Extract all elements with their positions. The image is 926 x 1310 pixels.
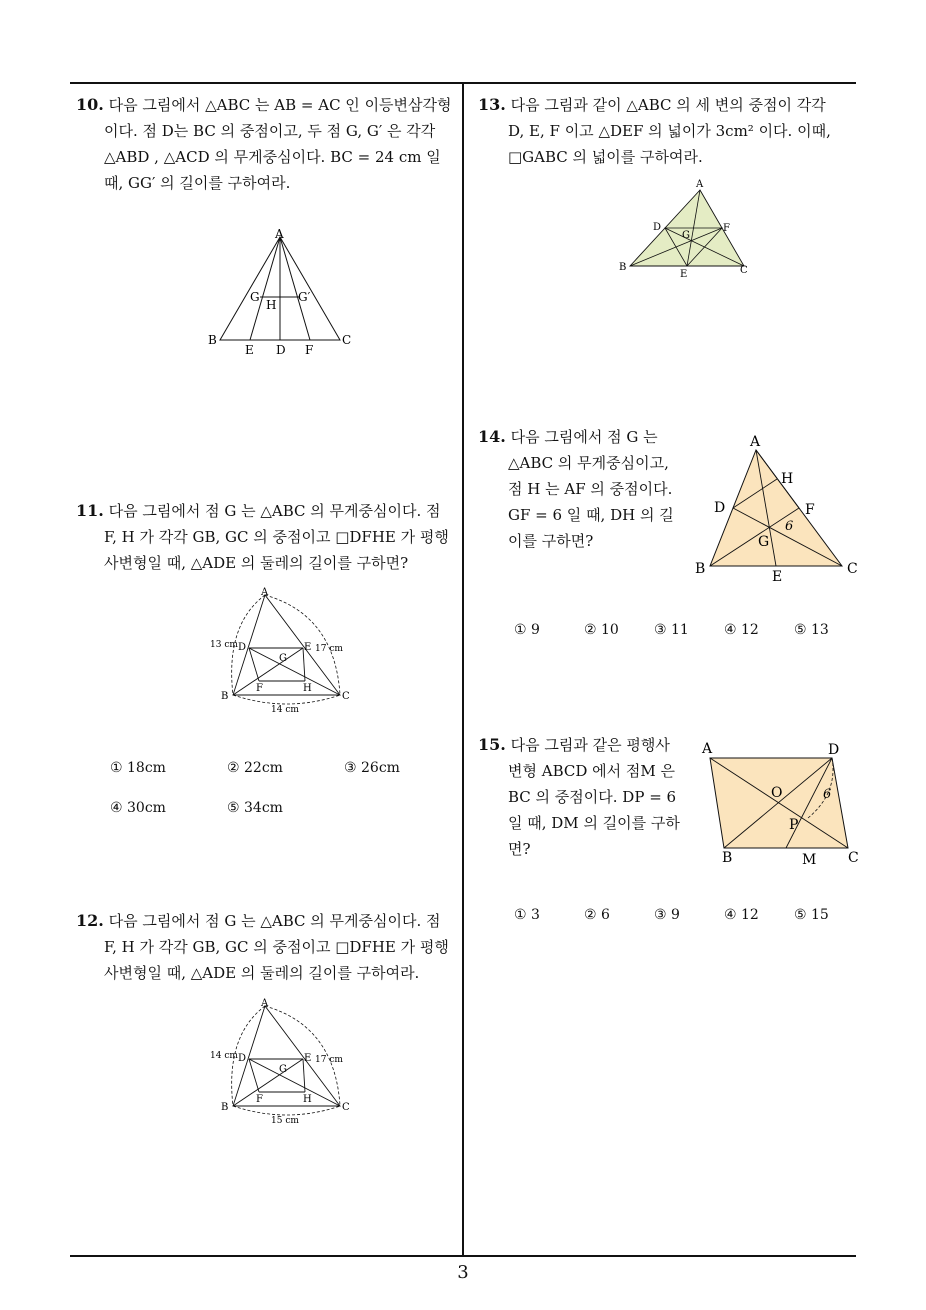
problem-12-line-2: F, H 가 각각 GB, GC 의 중점이고 □DFHE 가 평행: [104, 938, 449, 956]
p10-label-A: A: [275, 227, 284, 241]
problem-14-text-1: 다음 그림에서 점 G 는: [510, 428, 658, 446]
p14-label-F: F: [805, 502, 815, 518]
problem-11-choice-1[interactable]: ① 18cm: [110, 760, 166, 776]
p13-label-F: F: [723, 223, 730, 234]
problem-14-line-3: 점 H 는 AF 의 중점이다.: [508, 480, 673, 498]
p11-label-left-length: 13 cm: [210, 640, 238, 650]
p13-label-C: C: [740, 265, 748, 276]
problem-11-choice-4[interactable]: ④ 30cm: [110, 800, 166, 816]
problem-12-figure: [205, 996, 355, 1128]
problem-10-line-2: 이다. 점 D는 BC 의 중점이고, 두 점 G, G′ 은 각각: [104, 122, 436, 140]
p11-label-C: C: [342, 691, 350, 702]
problem-11-choice-2[interactable]: ② 22cm: [227, 760, 283, 776]
p12-label-D: D: [238, 1053, 247, 1064]
problem-11-choices: [110, 760, 450, 820]
p11-label-D: D: [238, 642, 247, 653]
problem-10-text-1: 다음 그림에서 △ABC 는 AB = AC 인 이등변삼각형: [108, 96, 452, 114]
problem-14-choice-5[interactable]: ⑤ 13: [794, 622, 829, 638]
problem-14-choice-3[interactable]: ③ 11: [654, 622, 689, 638]
p11-label-H: H: [303, 683, 312, 694]
problem-12-text-1: 다음 그림에서 점 G 는 △ABC 의 무게중심이다. 점: [108, 912, 441, 930]
problem-11-choice-5[interactable]: ⑤ 34cm: [227, 800, 283, 816]
p11-label-G: G: [279, 653, 287, 664]
p12-label-A: A: [261, 998, 269, 1009]
problem-11-text-1: 다음 그림에서 점 G 는 △ABC 의 무게중심이다. 점: [108, 502, 441, 520]
p14-label-G: G: [758, 534, 770, 550]
problem-15-choice-2[interactable]: ② 6: [584, 907, 610, 923]
p14-label-E: E: [772, 569, 783, 585]
problem-15-text-1: 다음 그림과 같은 평행사: [510, 736, 670, 754]
p15-label-O: O: [771, 785, 783, 801]
problem-15-number: 15.: [478, 735, 506, 754]
p13-label-E: E: [680, 269, 688, 280]
p13-label-D: D: [653, 222, 662, 233]
problem-15: [478, 732, 688, 862]
problem-10-line-3: △ABD , △ACD 의 무게중심이다. BC = 24 cm 일: [104, 148, 441, 166]
p12-label-C: C: [342, 1102, 350, 1113]
p14-triangle-fill: [710, 450, 842, 566]
p15-label-P: P: [789, 817, 799, 833]
p10-label-F: F: [305, 343, 314, 357]
p14-label-C: C: [847, 561, 858, 577]
p12-label-right-length: 17 cm: [315, 1055, 343, 1065]
p15-label-C: C: [848, 850, 859, 866]
problem-12-number: 12.: [76, 911, 104, 930]
p10-label-B: B: [208, 333, 217, 347]
problem-15-choice-5[interactable]: ⑤ 15: [794, 907, 829, 923]
problem-13-number: 13.: [478, 95, 506, 114]
problem-15-line-4: 일 때, DM 의 길이를 구하: [508, 814, 680, 832]
problem-15-line-5: 면?: [508, 840, 531, 858]
problem-11-choice-3[interactable]: ③ 26cm: [344, 760, 400, 776]
problem-14-line-5: 이를 구하면?: [508, 532, 594, 550]
problem-14-line-4: GF = 6 일 때, DH 의 길: [508, 506, 674, 524]
p11-label-right-length: 17 cm: [315, 644, 343, 654]
problem-12-line-3: 사변형일 때, △ADE 의 둘레의 길이를 구하여라.: [104, 964, 420, 982]
problem-14-choices: [514, 622, 854, 642]
p15-label-B: B: [722, 850, 733, 866]
problem-15-choice-3[interactable]: ③ 9: [654, 907, 680, 923]
problem-14: [478, 424, 688, 554]
p12-label-bottom-length: 15 cm: [271, 1116, 299, 1126]
problem-11-figure: [205, 585, 355, 717]
problem-13: [478, 92, 858, 170]
p12-label-G: G: [279, 1064, 287, 1075]
p14-label-length-6: 6: [785, 519, 794, 534]
problem-13-text-1: 다음 그림과 같이 △ABC 의 세 변의 중점이 각각: [510, 96, 826, 114]
p11-label-bottom-length: 14 cm: [271, 705, 299, 715]
p11-label-E: E: [304, 642, 312, 653]
problem-11-line-2: F, H 가 각각 GB, GC 의 중점이고 □DFHE 가 평행: [104, 528, 449, 546]
p15-label-M: M: [802, 852, 817, 868]
p15-label-D: D: [828, 742, 840, 758]
problem-13-line-3: □GABC 의 넓이를 구하여라.: [508, 148, 703, 166]
p14-label-H: H: [781, 471, 794, 487]
center-divider: [462, 82, 464, 1256]
p13-label-G: G: [682, 230, 690, 241]
p12-label-F: F: [256, 1094, 263, 1105]
problem-14-choice-2[interactable]: ② 10: [584, 622, 619, 638]
problem-10: [76, 92, 456, 196]
p11-label-F: F: [256, 683, 263, 694]
problem-14-figure: [690, 430, 870, 585]
p12-label-H: H: [303, 1094, 312, 1105]
problem-12: [76, 908, 456, 986]
p12-label-E: E: [304, 1053, 312, 1064]
p15-label-length-6: 6: [823, 787, 832, 802]
p12-label-left-length: 14 cm: [210, 1051, 238, 1061]
p13-label-A: A: [696, 179, 704, 190]
problem-14-line-2: △ABC 의 무게중심이고,: [508, 454, 669, 472]
p10-label-H: H: [266, 298, 277, 312]
p14-label-D: D: [714, 500, 726, 516]
problem-15-choice-4[interactable]: ④ 12: [724, 907, 759, 923]
problem-15-line-2: 변형 ABCD 에서 점M 은: [508, 762, 676, 780]
p11-label-B: B: [221, 691, 229, 702]
p11-label-A: A: [261, 587, 269, 598]
problem-15-choices: [514, 907, 854, 927]
p14-label-A: A: [750, 434, 761, 450]
problem-10-figure: [200, 225, 360, 360]
problem-10-line-1: [76, 92, 456, 118]
problem-15-choice-1[interactable]: ① 3: [514, 907, 540, 923]
p10-label-C: C: [342, 333, 352, 347]
problem-14-choice-1[interactable]: ① 9: [514, 622, 540, 638]
problem-13-line-2: D, E, F 이고 △DEF 의 넓이가 3cm² 이다. 이때,: [508, 122, 831, 140]
problem-10-line-4: 때, GG′ 의 길이를 구하여라.: [104, 174, 291, 192]
p10-label-G: G: [250, 290, 260, 304]
problem-15-line-3: BC 의 중점이다. DP = 6: [508, 788, 677, 806]
problem-11-line-3: 사변형일 때, △ADE 의 둘레의 길이를 구하면?: [104, 554, 409, 572]
p10-label-E: E: [245, 343, 254, 357]
problem-13-figure: [612, 176, 762, 284]
p14-label-B: B: [695, 561, 706, 577]
p12-label-B: B: [221, 1102, 229, 1113]
p15-label-A: A: [702, 741, 713, 757]
problem-11-number: 11.: [76, 501, 104, 520]
page-number: 3: [457, 1262, 469, 1283]
problem-14-choice-4[interactable]: ④ 12: [724, 622, 759, 638]
bottom-rule: [70, 1255, 856, 1257]
p13-label-B: B: [619, 262, 627, 273]
p10-label-G-prime: G′: [298, 290, 311, 304]
problem-15-figure: [698, 738, 868, 870]
problem-14-number: 14.: [478, 427, 506, 446]
problem-10-number: 10.: [76, 95, 104, 114]
p10-label-D: D: [276, 343, 286, 357]
problem-11: [76, 498, 456, 576]
